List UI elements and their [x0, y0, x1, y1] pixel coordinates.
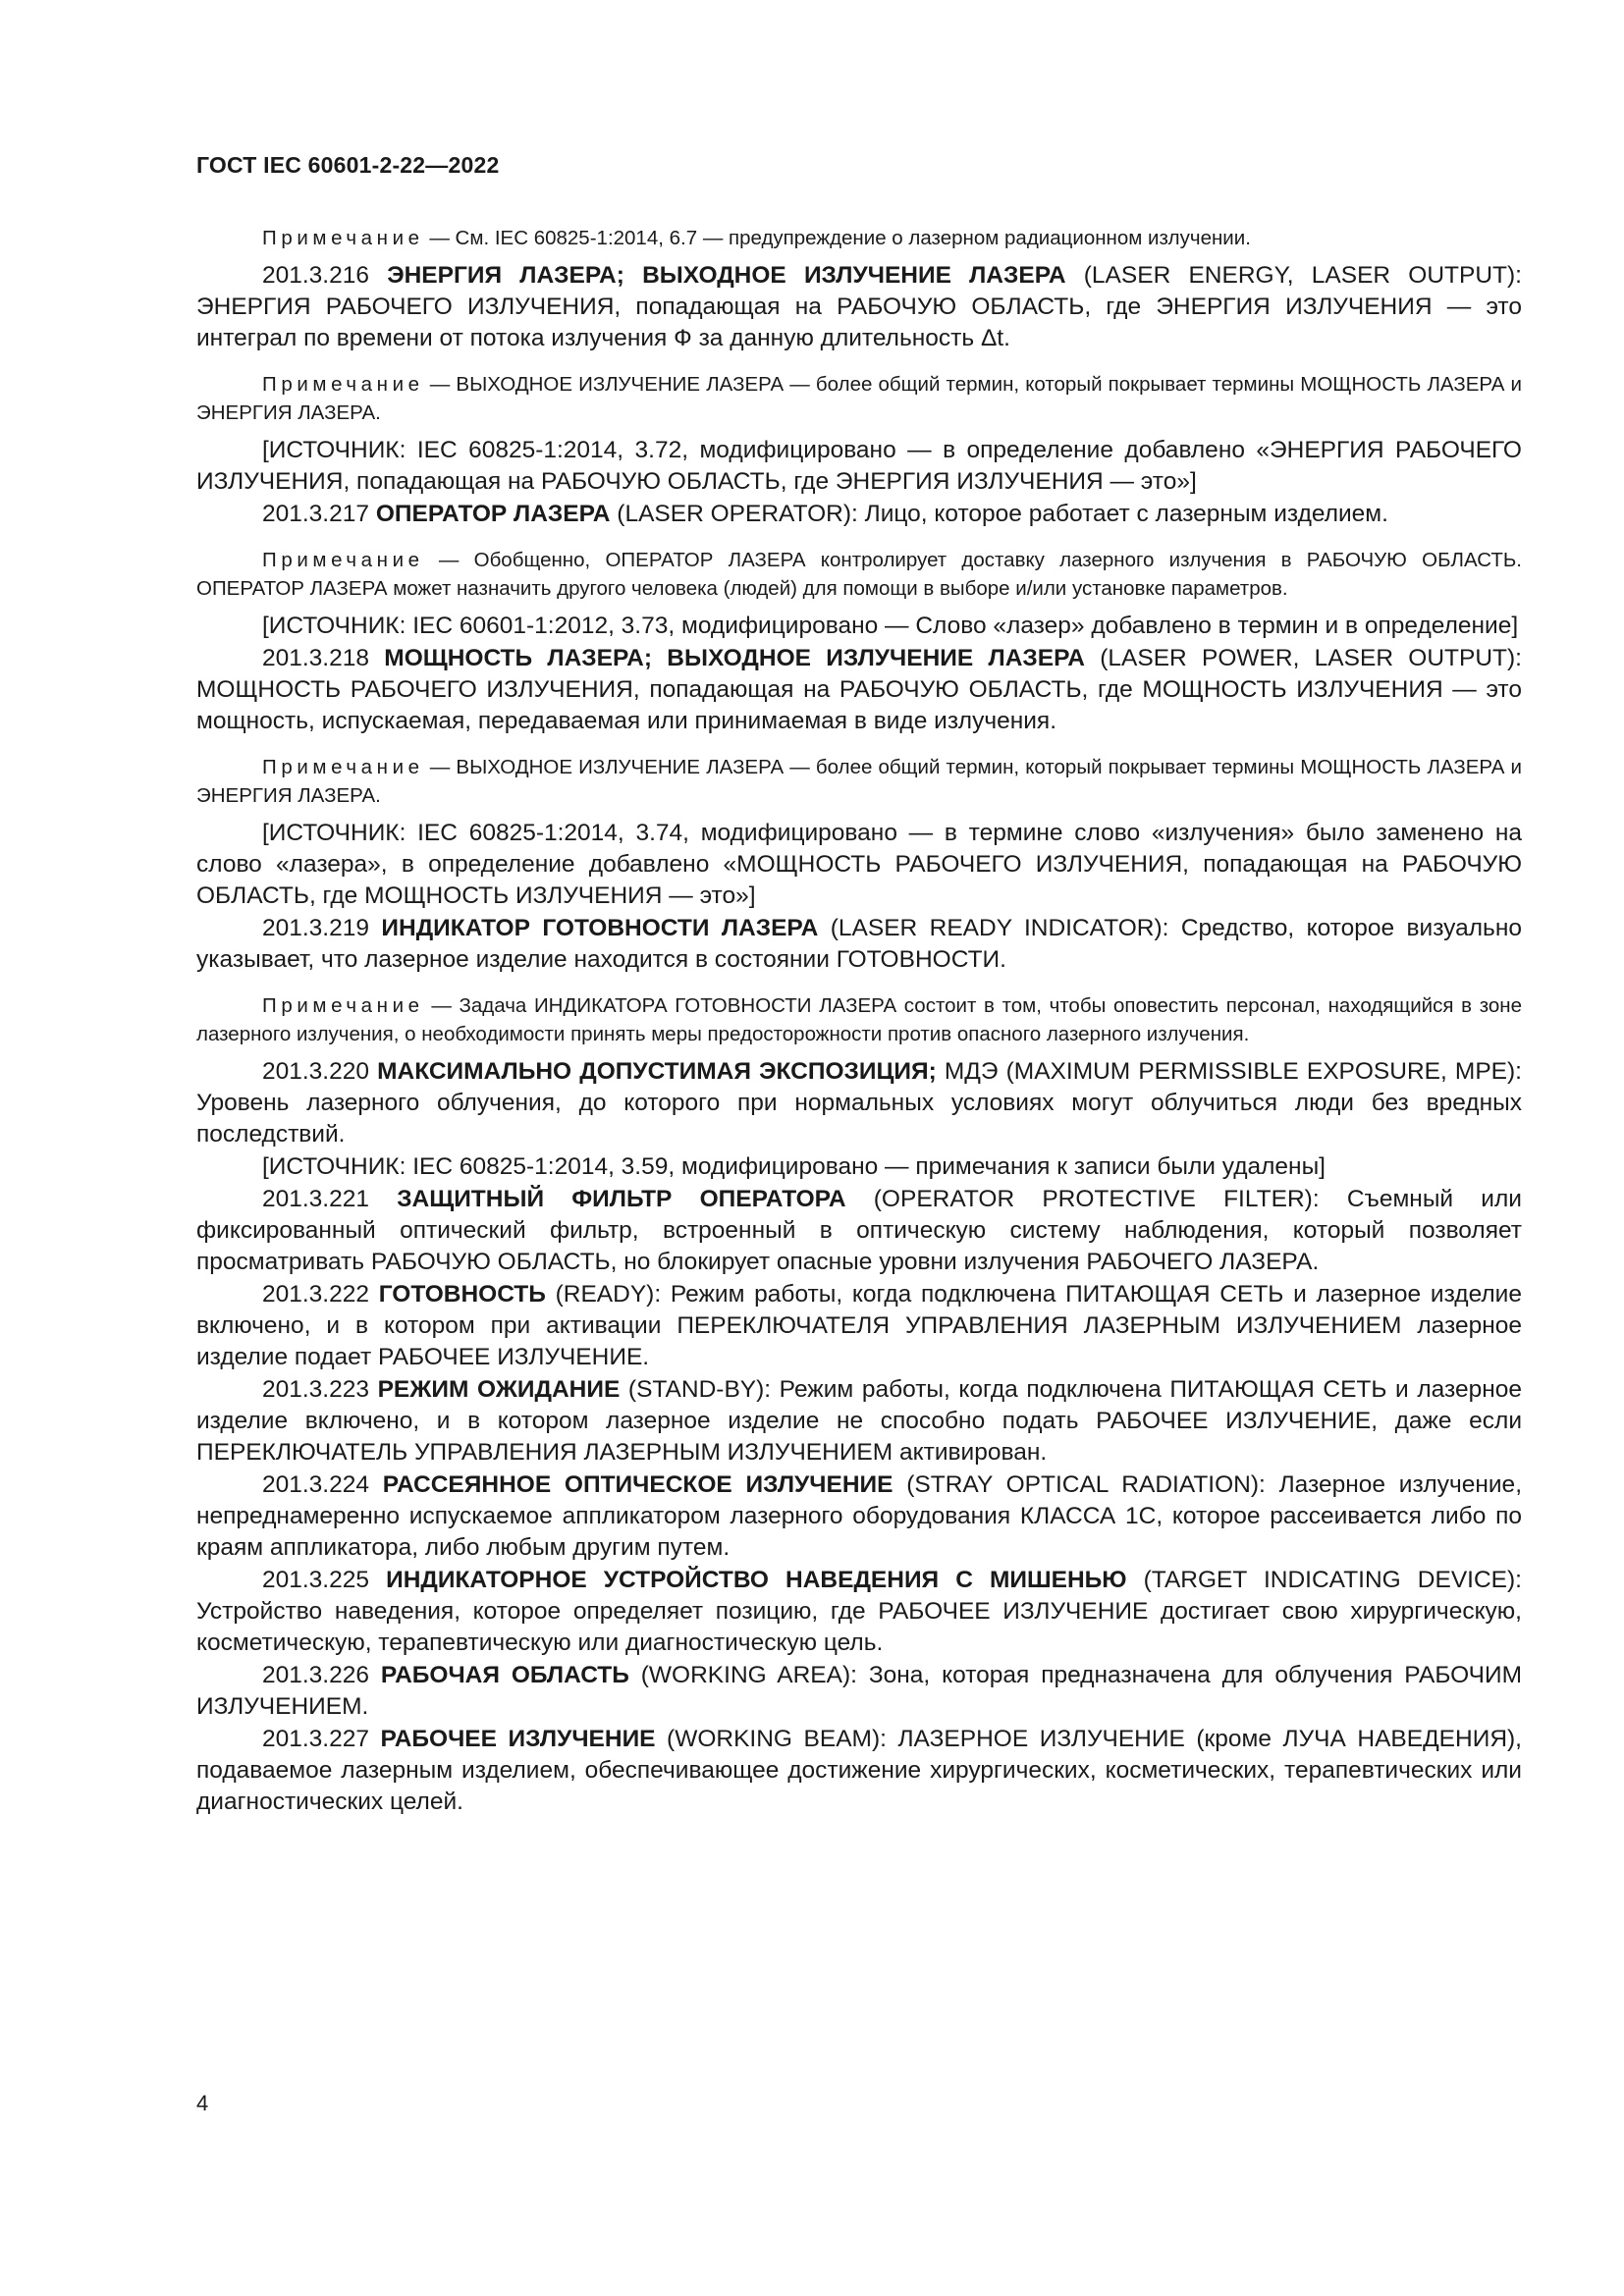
- term-definition: [196, 260, 1522, 354]
- term-number: 201.3.226: [262, 1662, 381, 1688]
- term-name: ОПЕРАТОР ЛАЗЕРА: [375, 501, 611, 527]
- note-paragraph: [196, 991, 1522, 1048]
- page-number: 4: [196, 2091, 209, 2115]
- term-text: (LASER ENERGY, LASER OUTPUT): ЭНЕРГИЯ РАБОЧЕГО ИЗЛУЧЕНИЯ, попадающая на РАБОЧУЮ ОБЛАСТЬ, где ЭНЕРГИЯ ИЗЛУЧЕНИЯ — это интеграл по времени от потока излучения Ф за данную длительность Δt.: [196, 262, 1522, 351]
- note-paragraph: [196, 370, 1522, 427]
- term-text: (LASER POWER, LASER OUTPUT): МОЩНОСТЬ РАБОЧЕГО ИЗЛУЧЕНИЯ, попадающая на РАБОЧУЮ ОБЛАСТЬ, где МОЩНОСТЬ ИЗЛУЧЕНИЯ — это мощность, испускаемая, передаваемая или принимаемая в виде излучения.: [196, 645, 1522, 734]
- note-text: — ВЫХОДНОЕ ИЗЛУЧЕНИЕ ЛАЗЕРА — более общий термин, который покрывает термины МОЩНОСТЬ ЛАЗЕРА и ЭНЕРГИЯ ЛАЗЕРА.: [196, 756, 1522, 807]
- term-number: 201.3.216: [262, 262, 388, 289]
- term-name: РАБОЧЕЕ ИЗЛУЧЕНИЕ: [380, 1726, 656, 1752]
- term-definition: [196, 1374, 1522, 1468]
- term-number: 201.3.227: [262, 1726, 381, 1752]
- term-name: МОЩНОСТЬ ЛАЗЕРА; ВЫХОДНОЕ ИЗЛУЧЕНИЕ ЛАЗЕРА: [384, 645, 1085, 671]
- term-definition: [196, 1724, 1522, 1818]
- term-text: (STRAY OPTICAL RADIATION): Лазерное излучение, непреднамеренно испускаемое аппликатором лазерного оборудования КЛАССА 1С, которое рассеивается либо по краям аппликатора, либо любым другим путем.: [196, 1471, 1522, 1561]
- source-reference: [196, 818, 1522, 912]
- term-name: РАССЕЯННОЕ ОПТИЧЕСКОЕ ИЗЛУЧЕНИЕ: [382, 1471, 893, 1498]
- term-name: ЗАЩИТНЫЙ ФИЛЬТР ОПЕРАТОРА: [397, 1186, 846, 1212]
- term-definition: [196, 1660, 1522, 1723]
- note-text: — См. IEC 60825-1:2014, 6.7 — предупреждение о лазерном радиационном излучении.: [423, 227, 1251, 249]
- document-body: [196, 224, 1522, 1818]
- term-number: 201.3.220: [262, 1058, 378, 1085]
- term-number: 201.3.219: [262, 915, 382, 941]
- note-paragraph: [196, 224, 1522, 252]
- source-reference: [196, 435, 1522, 498]
- source-text: [ИСТОЧНИК: IEC 60825-1:2014, 3.72, модифицировано — в определение добавлено «ЭНЕРГИЯ РАБОЧЕГО ИЗЛУЧЕНИЯ, попадающая на РАБОЧУЮ ОБЛАСТЬ, где ЭНЕРГИЯ ИЗЛУЧЕНИЯ — это»]: [196, 437, 1522, 495]
- term-definition: [196, 643, 1522, 737]
- term-text: (WORKING BEAM): ЛАЗЕРНОЕ ИЗЛУЧЕНИЕ (кроме ЛУЧА НАВЕДЕНИЯ), подаваемое лазерным изделием, обеспечивающее достижение хирургических, косметических, терапевтических или диагностических целей.: [196, 1726, 1522, 1815]
- note-label: Примечание: [262, 227, 424, 249]
- term-name: РЕЖИМ ОЖИДАНИЕ: [377, 1376, 621, 1403]
- note-text: — ВЫХОДНОЕ ИЗЛУЧЕНИЕ ЛАЗЕРА — более общий термин, который покрывает термины МОЩНОСТЬ ЛАЗЕРА и ЭНЕРГИЯ ЛАЗЕРА.: [196, 373, 1522, 424]
- term-text: (WORKING AREA): Зона, которая предназначена для облучения РАБОЧИМ ИЗЛУЧЕНИЕМ.: [196, 1662, 1523, 1720]
- term-definition: [196, 1565, 1522, 1659]
- term-number: 201.3.217: [262, 501, 376, 527]
- source-text: [ИСТОЧНИК: IEC 60825-1:2014, 3.74, модифицировано — в термине слово «излучения» было заменено на слово «лазера», в определение добавлено «МОЩНОСТЬ РАБОЧЕГО ИЗЛУЧЕНИЯ, попадающая на РАБОЧУЮ ОБЛАСТЬ, где МОЩНОСТЬ ИЗЛУЧЕНИЯ — это»]: [196, 820, 1522, 909]
- source-reference: [196, 1151, 1522, 1183]
- term-name: ГОТОВНОСТЬ: [378, 1281, 546, 1308]
- term-definition: [196, 499, 1522, 530]
- source-text: [ИСТОЧНИК: IEC 60601-1:2012, 3.73, модифицировано — Слово «лазер» добавлено в термин и в определение]: [262, 613, 1519, 639]
- note-paragraph: [196, 753, 1522, 810]
- term-number: 201.3.221: [262, 1186, 398, 1212]
- term-text: (READY): Режим работы, когда подключена ПИТАЮЩАЯ СЕТЬ и лазерное изделие включено, и в котором при активации ПЕРЕКЛЮЧАТЕЛЯ УПРАВЛЕНИЯ ЛАЗЕРНЫМ ИЗЛУЧЕНИЕМ лазерное изделие подает РАБОЧЕЕ ИЗЛУЧЕНИЕ.: [196, 1281, 1522, 1370]
- note-text: — Обобщенно, ОПЕРАТОР ЛАЗЕРА контролирует доставку лазерного излучения в РАБОЧУЮ ОБЛАСТЬ. ОПЕРАТОР ЛАЗЕРА может назначить другого человека (людей) для помощи в выборе и/или установке параметров.: [196, 549, 1522, 600]
- note-paragraph: [196, 546, 1522, 603]
- term-text: (TARGET INDICATING DEVICE): Устройство наведения, которое определяет позицию, где РАБОЧЕЕ ИЗЛУЧЕНИЕ достигает свою хирургическую, косметическую, терапевтическую или диагностическую цель.: [196, 1567, 1522, 1656]
- note-label: Примечание: [262, 549, 424, 571]
- document-page: [196, 0, 1522, 2296]
- term-name: МАКСИМАЛЬНО ДОПУСТИМАЯ ЭКСПОЗИЦИЯ;: [377, 1058, 937, 1085]
- term-name: ЭНЕРГИЯ ЛАЗЕРА; ВЫХОДНОЕ ИЗЛУЧЕНИЕ ЛАЗЕРА: [387, 262, 1066, 289]
- term-name: ИНДИКАТОР ГОТОВНОСТИ ЛАЗЕРА: [381, 915, 819, 941]
- term-definition: [196, 913, 1522, 976]
- term-definition: [196, 1056, 1522, 1150]
- source-reference: [196, 611, 1522, 642]
- term-text: (LASER READY INDICATOR): Средство, которое визуально указывает, что лазерное изделие находится в состоянии ГОТОВНОСТИ.: [196, 915, 1522, 973]
- term-definition: [196, 1279, 1522, 1373]
- term-definition: [196, 1469, 1522, 1564]
- term-name: ИНДИКАТОРНОЕ УСТРОЙСТВО НАВЕДЕНИЯ С МИШЕНЬЮ: [386, 1567, 1127, 1593]
- term-name: РАБОЧАЯ ОБЛАСТЬ: [380, 1662, 629, 1688]
- source-text: [ИСТОЧНИК: IEC 60825-1:2014, 3.59, модифицировано — примечания к записи были удалены]: [262, 1153, 1326, 1180]
- document-header: ГОСТ IEC 60601-2-22—2022: [196, 152, 500, 178]
- term-text: МДЭ (MAXIMUM PERMISSIBLE EXPOSURE, MPE): Уровень лазерного облучения, до которого при нормальных условиях могут облучиться люди без вредных последствий.: [196, 1058, 1522, 1148]
- term-text: (OPERATOR PROTECTIVE FILTER): Съемный или фиксированный оптический фильтр, встроенный в оптическую систему наблюдения, который позволяет просматривать РАБОЧУЮ ОБЛАСТЬ, но блокирует опасные уровни излучения РАБОЧЕГО ЛАЗЕРА.: [196, 1186, 1522, 1275]
- term-text: (STAND-BY): Режим работы, когда подключена ПИТАЮЩАЯ СЕТЬ и лазерное изделие включено, и в котором лазерное изделие не способно подать РАБОЧЕЕ ИЗЛУЧЕНИЕ, даже если ПЕРЕКЛЮЧАТЕЛЬ УПРАВЛЕНИЯ ЛАЗЕРНЫМ ИЗЛУЧЕНИЕМ активирован.: [196, 1376, 1522, 1466]
- note-text: — Задача ИНДИКАТОРА ГОТОВНОСТИ ЛАЗЕРА состоит в том, чтобы оповестить персонал, находящийся в зоне лазерного излучения, о необходимости принять меры предосторожности против опасного лазерного излучения.: [196, 994, 1522, 1045]
- term-text: (LASER OPERATOR): Лицо, которое работает с лазерным изделием.: [610, 501, 1388, 527]
- term-number: 201.3.224: [262, 1471, 383, 1498]
- term-number: 201.3.225: [262, 1567, 387, 1593]
- term-number: 201.3.223: [262, 1376, 378, 1403]
- term-definition: [196, 1184, 1522, 1278]
- note-label: Примечание: [262, 373, 424, 396]
- term-number: 201.3.222: [262, 1281, 379, 1308]
- term-number: 201.3.218: [262, 645, 385, 671]
- note-label: Примечание: [262, 756, 424, 778]
- note-label: Примечание: [262, 994, 424, 1017]
